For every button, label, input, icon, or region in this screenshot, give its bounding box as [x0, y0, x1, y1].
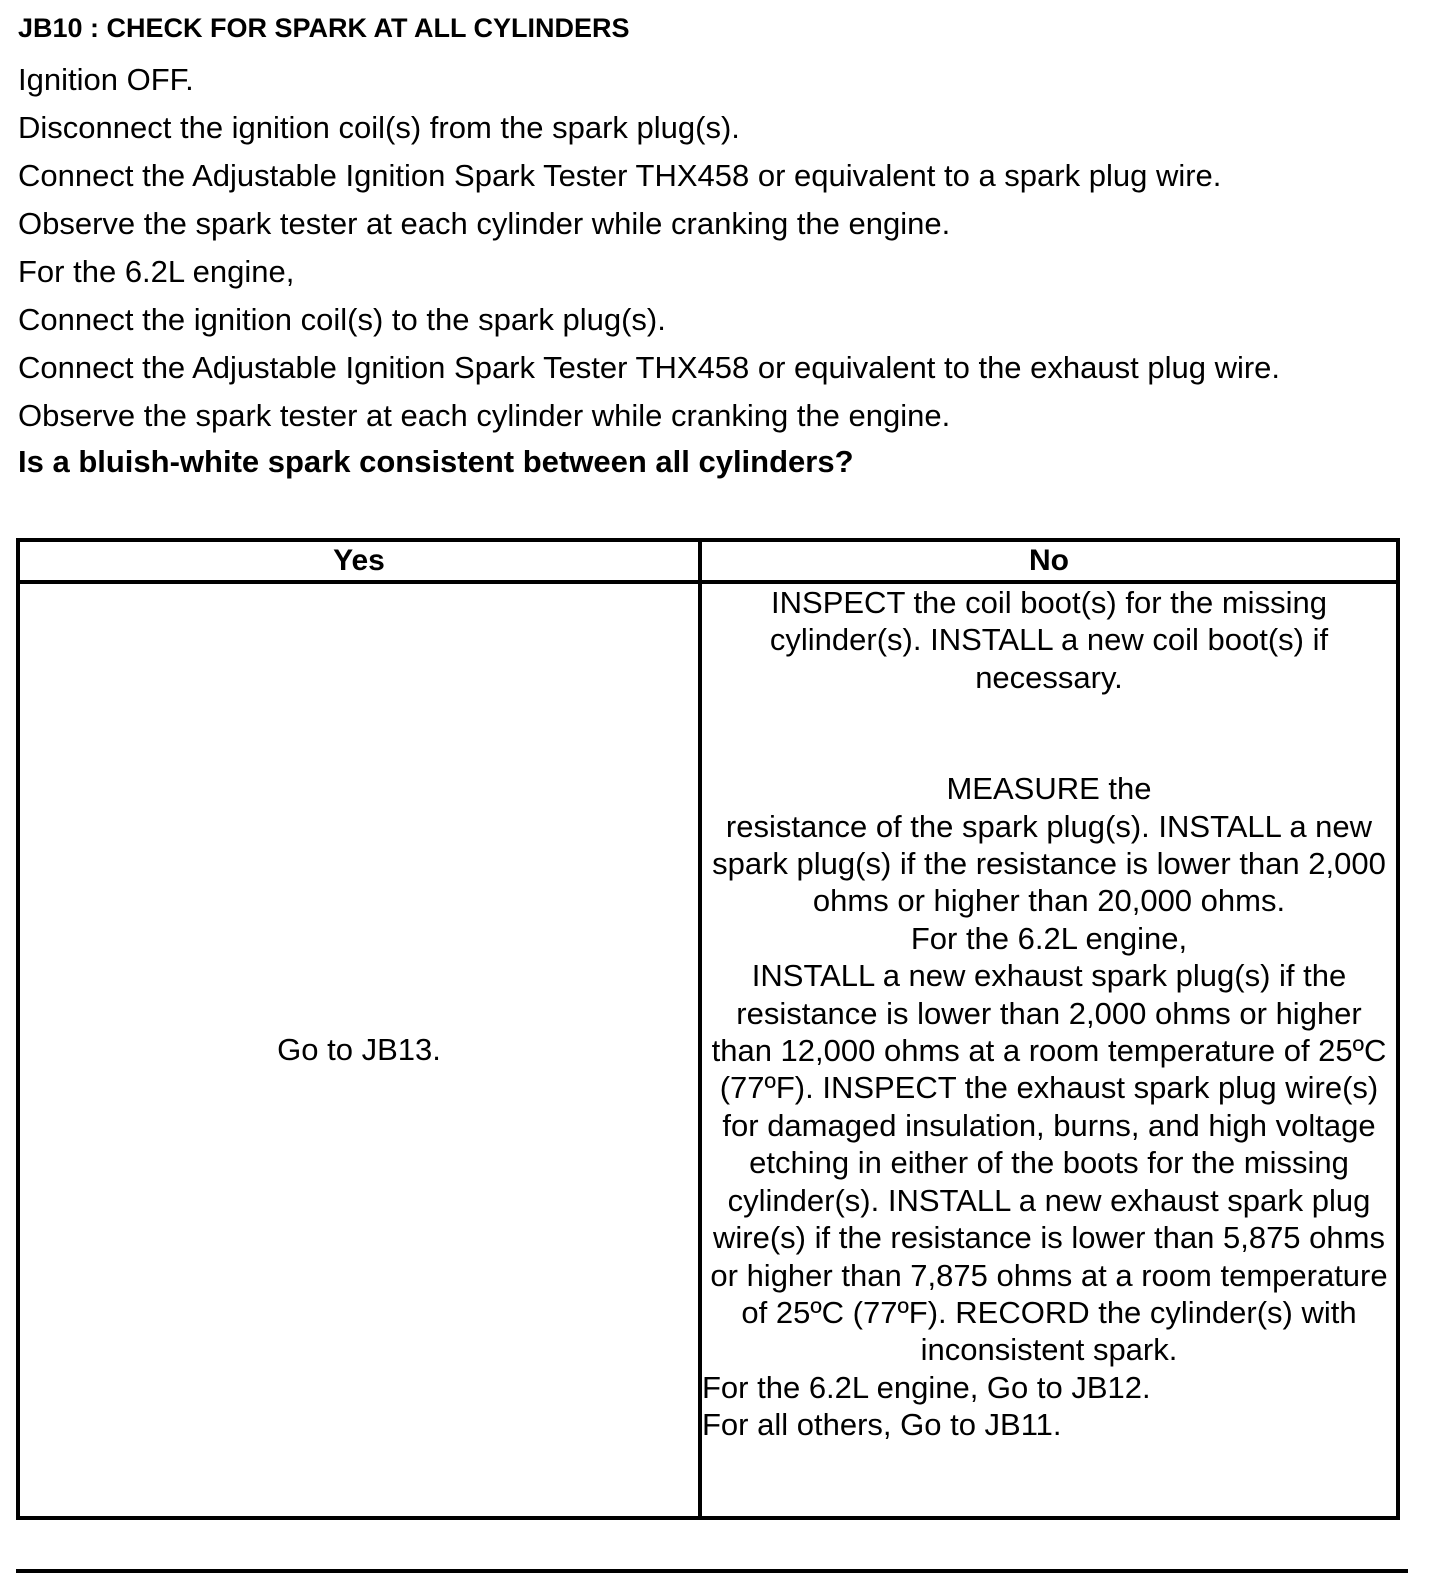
result-table: [16, 538, 1400, 1520]
step-connect-coils: Connect the ignition coil(s) to the spark plug(s).: [18, 302, 666, 337]
no-engine-note: For the 6.2L engine,: [910, 920, 1188, 956]
step-observe-tester: Observe the spark tester at each cylinder while cranking the engine.: [18, 206, 951, 241]
page-divider: [16, 1569, 1408, 1573]
table-header-row: [18, 540, 1398, 582]
no-measure-text: resistance of the spark plug(s). INSTALL a new spark plug(s) if the resistance is lower than 2,000 ohms or higher than 20,000 ohms.: [712, 808, 1386, 919]
step-connect-tester-exhaust: Connect the Adjustable Ignition Spark Tester THX458 or equivalent to the exhaust plug wire.: [18, 350, 1281, 385]
no-goto-jb11: For all others, Go to JB11.: [702, 1407, 1062, 1443]
step-disconnect-coils: Disconnect the ignition coil(s) from the spark plug(s).: [18, 110, 740, 145]
no-exhaust-text: INSTALL a new exhaust spark plug(s) if the resistance is lower than 2,000 ohms or higher than 12,000 ohms at a room temperature of 25ºC (77ºF). INSPECT the exhaust spark plug wire(s) for damaged insulation, burns, and high voltage etching in either of the boots for the missing cylinder(s). INSTALL a new exhaust spark plug wire(s) if the resistance is lower than 5,875 ohms or higher than 7,875 ohms at a room temperature of 25ºC (77ºF). RECORD the cylinder(s) with inconsistent spark.: [710, 958, 1388, 1368]
no-inspect-text: INSPECT the coil boot(s) for the missing cylinder(s). INSTALL a new coil boot(s) if necessary.: [769, 585, 1329, 695]
step-observe-tester-exhaust: Observe the spark tester at each cylinder while cranking the engine.: [18, 398, 951, 433]
step-connect-tester: Connect the Adjustable Ignition Spark Tester THX458 or equivalent to a spark plug wire.: [18, 158, 1222, 193]
step-engine-note: For the 6.2L engine,: [18, 254, 295, 289]
procedure-steps: [18, 56, 1280, 440]
spacer: [702, 696, 1396, 770]
diagnostic-question: Is a bluish-white spark consistent between all cylinders?: [18, 444, 854, 479]
no-action: [700, 582, 1398, 1518]
yes-action: Go to JB13.: [18, 582, 700, 1518]
no-header: No: [700, 540, 1398, 582]
no-measure-heading: MEASURE the: [946, 771, 1152, 807]
no-goto-jb12: For the 6.2L engine, Go to JB12.: [702, 1369, 1151, 1405]
step-ignition-off: Ignition OFF.: [18, 62, 194, 97]
yes-header: Yes: [18, 540, 700, 582]
page-title: JB10 : CHECK FOR SPARK AT ALL CYLINDERS: [18, 13, 630, 43]
table-row: [18, 582, 1398, 1518]
